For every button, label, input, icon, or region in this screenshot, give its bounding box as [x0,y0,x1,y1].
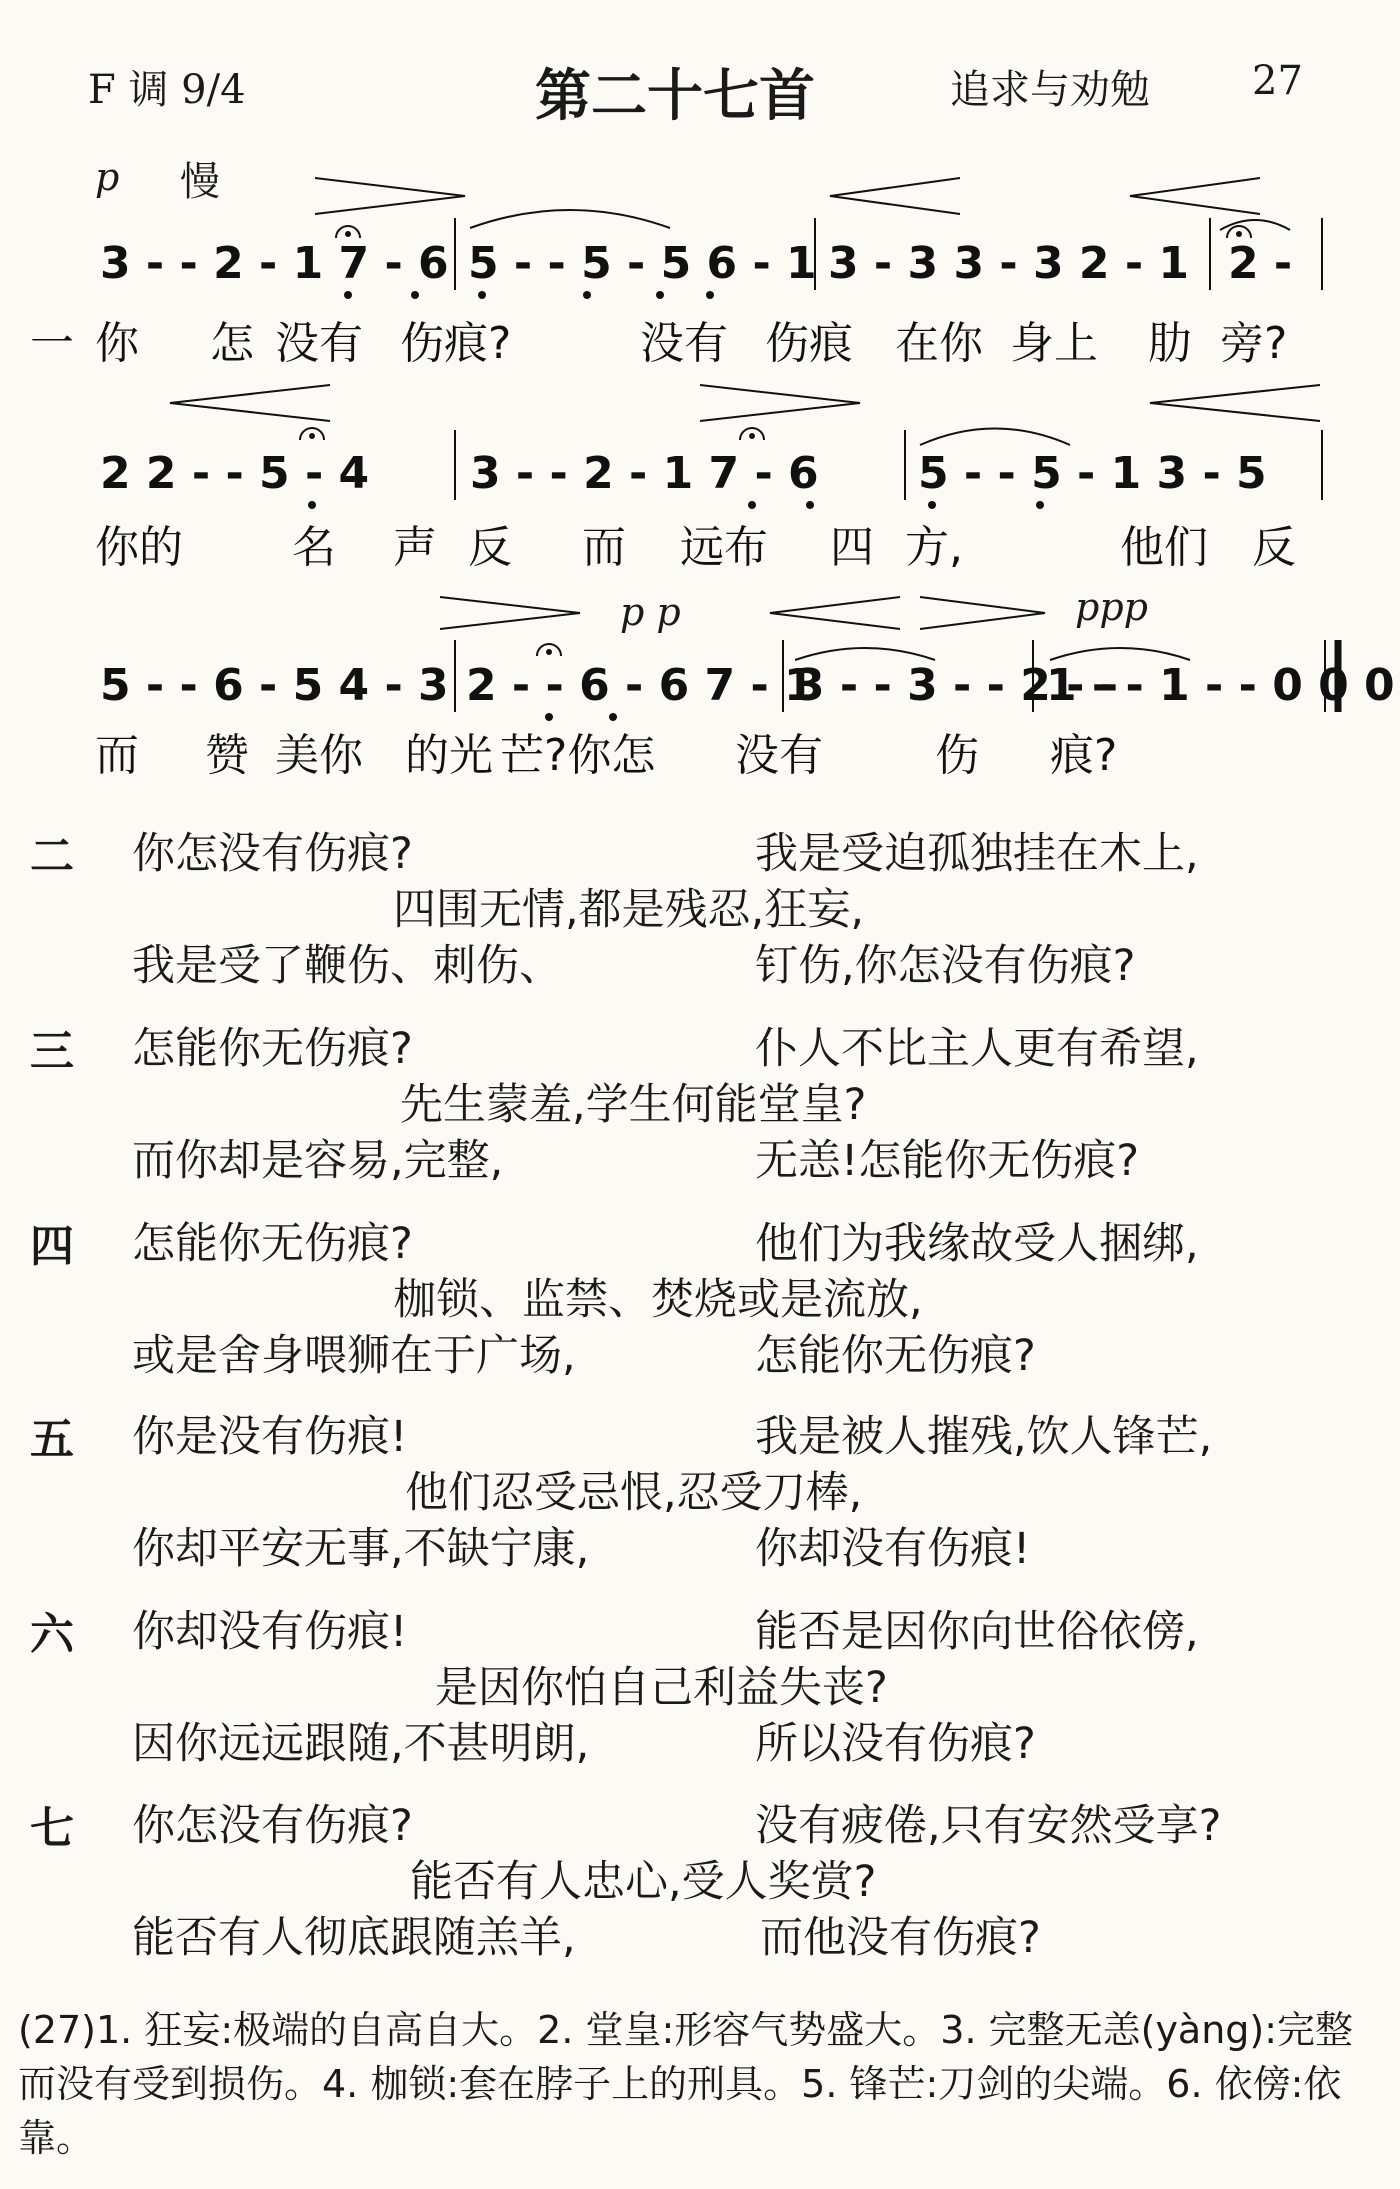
verse-line: 怎能你无伤痕? [132,1219,413,1269]
music-bar: 3 - - 3 - - 2 - - [794,660,1118,711]
verse-line: 所以没有伤痕? [755,1719,1036,1769]
decrescendo-mark [315,178,465,214]
verse-line: 你却没有伤痕! [755,1524,1031,1574]
music-bar: 2 2 - - 5 - 4 [100,448,370,499]
lyric: 怎 [210,318,254,369]
verse-line: 无恙!怎能你无伤痕? [755,1136,1140,1186]
lyric: 名 [292,522,336,573]
verse-number: 七 [30,1803,74,1854]
lyric: 没有 [640,318,728,369]
verse-line: 仆人不比主人更有希望, [755,1024,1199,1074]
lyric: 没有 [275,318,363,369]
verse-line: 能否是因你向世俗依傍, [755,1607,1199,1657]
hymn-number: 27 [1252,58,1303,104]
lyric: 赞 [205,730,249,781]
verse-line: 你却没有伤痕! [132,1607,408,1657]
verse-number: 二 [30,831,74,882]
lyric: 在你 [895,318,983,369]
verse-line: 能否有人忠心,受人奖赏? [410,1857,877,1907]
verse-line: 枷锁、监禁、焚烧或是流放, [393,1275,923,1325]
lyric: 美你 [275,730,363,781]
lyric: 伤痕? [400,318,512,369]
verse-line: 因你远远跟随,不甚明朗, [132,1719,590,1769]
verse-line: 而你却是容易,完整, [132,1136,504,1186]
music-bar: 3 - - 2 - 1 7 - 6 [100,238,449,289]
crescendo-mark [1150,385,1320,421]
decrescendo-mark [440,597,580,629]
verse-line: 钉伤,你怎没有伤痕? [755,941,1136,991]
verse-line: 怎能你无伤痕? [755,1331,1036,1381]
decrescendo-mark [700,385,860,421]
tempo-marking: 慢 [180,159,220,205]
verse-line: 他们为我缘故受人捆绑, [755,1219,1199,1269]
slur-mark [920,429,1070,446]
lyric: 反 [468,522,512,573]
score-notation [0,0,1400,800]
verse-number: 四 [30,1221,74,1272]
lyric-verse-number: 一 [30,318,74,369]
verse-line: 你是没有伤痕! [132,1412,408,1462]
verse-line: 能否有人彻底跟随羔羊, [132,1913,576,1963]
verse-number: 三 [30,1026,74,1077]
lyric: 的光 [405,730,493,781]
music-bar: 3 - 3 3 - 3 2 - 1 [828,238,1190,289]
lyric: 反 [1252,522,1296,573]
lyric: 你 [95,318,139,369]
crescendo-mark [830,178,960,214]
lyric: 肋 [1148,318,1192,369]
music-bar: 3 - - 2 - 1 7 - 6 [470,448,819,499]
slur-mark [470,210,670,228]
page-title: 第二十七首 [535,64,815,129]
verse-line: 是因你怕自己利益失丧? [435,1663,888,1713]
lyric: 伤痕 [765,318,853,369]
music-bar: 5 - - 5 - 1 3 - 5 [918,448,1267,499]
music-bar: 1 - - 1 - - 0 0 0 [1046,660,1395,711]
verse-line: 你怎没有伤痕? [132,1801,413,1851]
lyric: 伤 [935,730,979,781]
verse-number: 六 [30,1609,74,1660]
lyric: 远布 [680,522,768,573]
dynamic-piano: p [95,155,120,199]
verse-line: 四围无情,都是残忍,狂妄, [393,885,865,935]
verse-number: 五 [30,1414,74,1465]
dynamic-pianissimo: p p [620,590,681,634]
hymn-theme: 追求与劝勉 [950,67,1150,113]
lyric: 身上 [1010,318,1098,369]
dynamic-pianississimo: ppp [1075,585,1148,629]
slur-mark [795,648,935,660]
decrescendo-mark [920,597,1045,629]
lyric: 四 [830,522,874,573]
verse-line: 我是受了鞭伤、刺伤、 [132,941,562,991]
verse-line: 怎能你无伤痕? [132,1024,413,1074]
lyric: 他们 [1120,522,1208,573]
music-bar: 5 - - 5 - 5 6 - 1 [468,238,817,289]
verse-line: 我是被人摧残,饮人锋芒, [755,1412,1213,1462]
slur-mark [1050,648,1190,660]
lyric: 芒?你怎 [500,730,656,781]
crescendo-mark [770,597,900,629]
lyric: 声 [393,522,437,573]
lyric: 旁? [1220,318,1288,369]
lyric: 而 [95,730,139,781]
lyric: 没有 [735,730,823,781]
lyric: 痕? [1050,730,1118,781]
music-bar: 5 - - 6 - 5 4 - 3 [100,660,449,711]
music-bar: 2 - - 6 - 6 7 - 1 [466,660,815,711]
crescendo-mark [1130,178,1260,214]
verse-line: 没有疲倦,只有安然受享? [755,1801,1222,1851]
verse-line: 先生蒙羞,学生何能堂皇? [400,1080,867,1130]
key-signature: F 调 9/4 [88,67,246,113]
verse-line: 你怎没有伤痕? [132,829,413,879]
lyric: 方, [905,522,963,573]
lyric: 而 [582,522,626,573]
verse-line: 你却平安无事,不缺宁康, [132,1524,590,1574]
verse-line: 我是受迫孤独挂在木上, [755,829,1199,879]
music-bar: 2 - [1228,238,1293,289]
verse-line: 或是舍身喂狮在于广场, [132,1331,576,1381]
crescendo-mark [170,385,330,421]
verse-line: 而他没有伤痕? [760,1913,1041,1963]
footnote: (27)1. 狂妄:极端的自高自大。2. 堂皇:形容气势盛大。3. 完整无恙(yàng):完整而没有受到损伤。4. 枷锁:套在脖子上的刑具。5. 锋芒:刀剑的尖端。6. 依傍:依靠。 [18,2008,1354,2160]
verse-line: 他们忍受忌恨,忍受刀棒, [405,1468,863,1518]
lyric: 你的 [95,522,183,573]
